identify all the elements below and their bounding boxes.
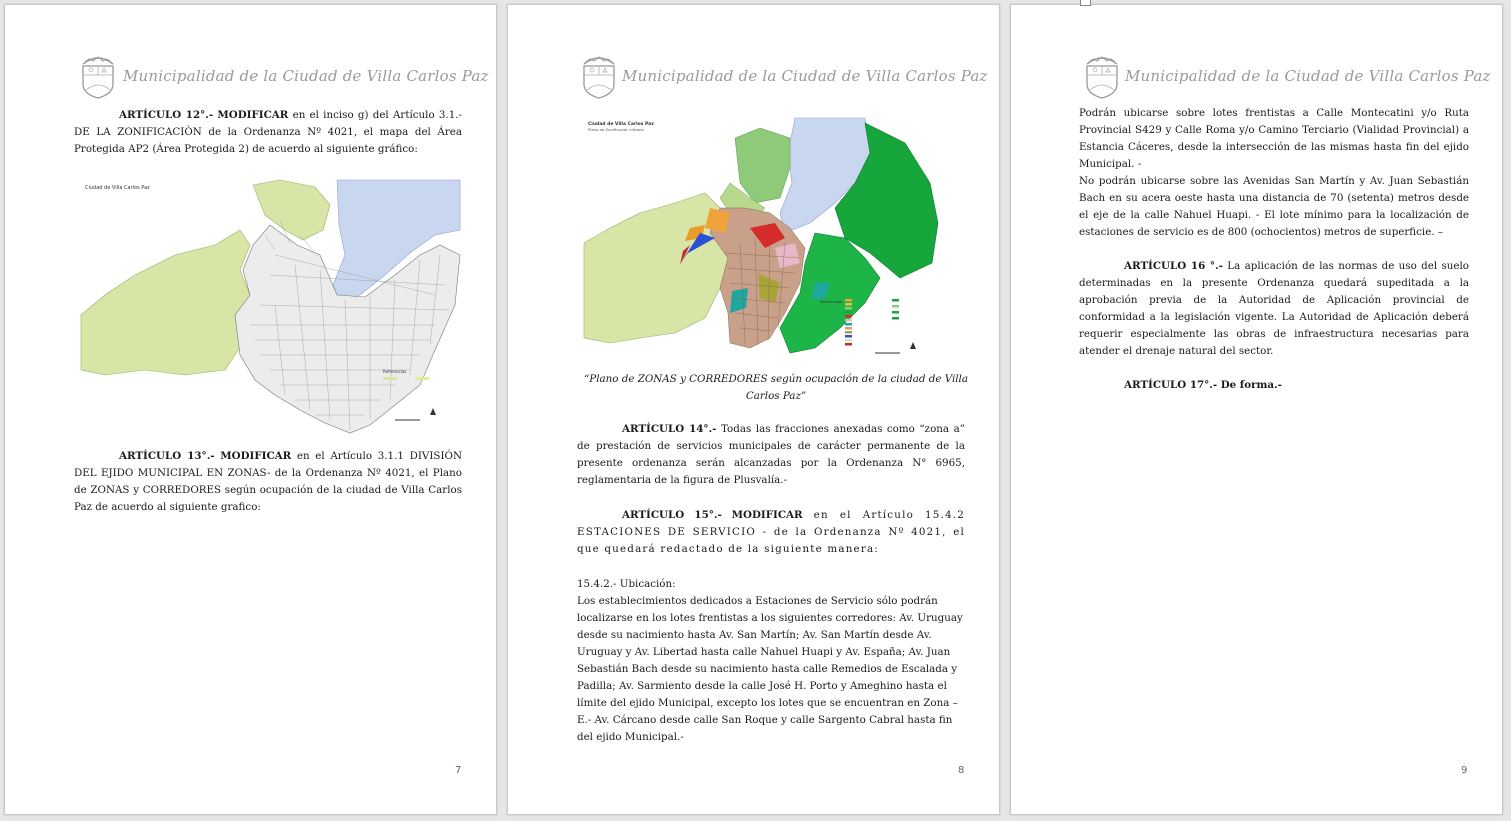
article-14 (577, 421, 965, 489)
page-header (1011, 50, 1502, 100)
article-13 (74, 448, 462, 516)
article-17-text: De forma.- (1217, 379, 1282, 391)
protected-area-map-graphic (75, 175, 465, 440)
municipal-seal-icon (77, 50, 119, 100)
article-12-verb: MODIFICAR (217, 109, 289, 121)
municipality-name: Municipalidad de la Ciudad de Villa Carlos Paz (123, 67, 489, 85)
article-16-label: ARTÍCULO 16 °.- (1124, 260, 1223, 272)
page-header (508, 50, 999, 100)
page-number: 9 (1461, 765, 1468, 776)
municipality-name: Municipalidad de la Ciudad de Villa Carlos Paz (1125, 67, 1491, 85)
legend-swatch (383, 377, 397, 380)
zoning-plan-map-graphic (580, 113, 942, 365)
page-8 (507, 4, 1000, 815)
page-number: 8 (958, 765, 965, 776)
article-16-text: La aplicación de las normas de uso del suelo determinadas en la presente Ordenanza quedará supeditada a la aprobación previa de la Autoridad de Aplicación provincial de conformidad a la legislación vigente. La Autoridad de Aplicación deberá requerir especialmente las obras de infraestructura necesarias para atender el drenaje natural del sector. (1079, 260, 1470, 357)
article-13-verb: MODIFICAR (220, 450, 292, 462)
article-12 (74, 107, 462, 158)
protected-area-west (81, 230, 250, 375)
map-caption: “Plano de ZONAS y CORREDORES según ocupación de la ciudad de Villa Carlos Paz” (584, 373, 968, 402)
municipal-seal-icon (1081, 50, 1123, 100)
north-arrow-icon (430, 408, 436, 415)
article-15-verb: MODIFICAR (731, 509, 803, 521)
article-14-label: ARTÍCULO 14°.- (622, 423, 717, 435)
article-13-label: ARTÍCULO 13°.- (119, 450, 215, 462)
legend-swatch (415, 377, 429, 380)
protected-area-west (584, 193, 728, 343)
page-break-marker (1080, 0, 1091, 6)
section-heading: 15.4.2.- Ubicación: (577, 578, 676, 590)
article-15 (577, 507, 965, 558)
page-9-body (1079, 105, 1469, 394)
map2-legend-title: Referencias (820, 299, 843, 304)
map1-title: Ciudad de Villa Carlos Paz (85, 185, 150, 191)
article-12-text: en el inciso g) del Artículo 3.1.-DE LA ZONIFICACIÒN de la Ordenanza Nº 4021, el mapa del Área Protegida AP2 (Área Protegida 2) de acuerdo al siguiente gráfico: (74, 109, 463, 155)
article-15-label: ARTÍCULO 15°.- (622, 509, 722, 521)
article-15-text: en el Artículo 15.4.2 ESTACIONES DE SERVICIO - de la Ordenanza Nº 4021, el que quedará redactado de la siguiente manera: (577, 509, 965, 555)
article-12-label: ARTÍCULO 12°.- (119, 109, 214, 121)
map1-legend-title: Referencias (383, 369, 407, 374)
page-9 (1010, 4, 1503, 815)
north-arrow-icon (910, 342, 916, 349)
zoning-plan-map (580, 113, 942, 365)
section-text: Los establecimientos dedicados a Estaciones de Servicio sólo podrán localizarse en los lotes frentistas a los siguientes corredores: Av. Uruguay desde su nacimiento hasta Av. San Martín; Av. San Martín desde Av. Uruguay y Av. Libertad hasta calle Nahuel Huapi y Av. España; Av. Juan Sebastián Bach desde su nacimiento hasta calle Remedios de Escalada y Padilla; Av. Sarmiento desde la calle José H. Porto y Ameghino hasta el límite del ejido Municipal, excepto los lotes que se encuentran en Zona –E.- Av. Cárcano desde calle San Roque y calle Sargento Cabral hasta fin del ejido Municipal.- (577, 595, 963, 743)
green-zone-north (735, 128, 790, 203)
map2-subtitle: Plano de Zonificación Urbana (588, 127, 644, 132)
article-17-label: ARTÍCULO 17°.- (1124, 379, 1218, 391)
page-7 (4, 4, 497, 815)
article-17 (1079, 377, 1469, 394)
paragraph-1: Podrán ubicarse sobre lotes frentistas a Calle Montecatini y/o Ruta Provincial S429 y Calle Roma y/o Camino Terciario (Vialidad Provincial) a Estancia Cáceres, desde la intersección de las mismas hasta fin del ejido Municipal. - (1079, 107, 1469, 170)
article-13-text: en el Artículo 3.1.1 DIVISIÓN DEL EJIDO MUNICIPAL EN ZONAS- de la Ordenanza Nº 4021, el Plano de ZONAS y CORREDORES según ocupación de la ciudad de Villa Carlos Paz de acuerdo al siguiente grafico: (74, 450, 463, 513)
article-14-text: Todas las fracciones anexadas como “zona a” de prestación de servicios municipales de carácter permanente de la presente ordenanza serán alcanzadas por la Ordenanza N° 6965, reglamentaria de la figura de Plusvalía.- (577, 423, 965, 486)
article-16 (1079, 258, 1469, 360)
protected-area-map (75, 175, 465, 440)
municipality-name: Municipalidad de la Ciudad de Villa Carlos Paz (622, 67, 988, 85)
section-15-4-2 (577, 576, 965, 746)
paragraph-2: No podrán ubicarse sobre las Avenidas San Martín y Av. Juan Sebastián Bach en su acera oeste hasta una distancia de 70 (setenta) metros desde el eje de la calle Nahuel Huapi. - El lote mínimo para la localización de estaciones de servicio es de 800 (ochocientos) metros de superficie. – (1079, 175, 1469, 238)
municipal-seal-icon (578, 50, 620, 100)
map2-title: Ciudad de Villa Carlos Paz (588, 122, 654, 127)
page-number: 7 (455, 765, 462, 776)
page-header (5, 50, 496, 100)
